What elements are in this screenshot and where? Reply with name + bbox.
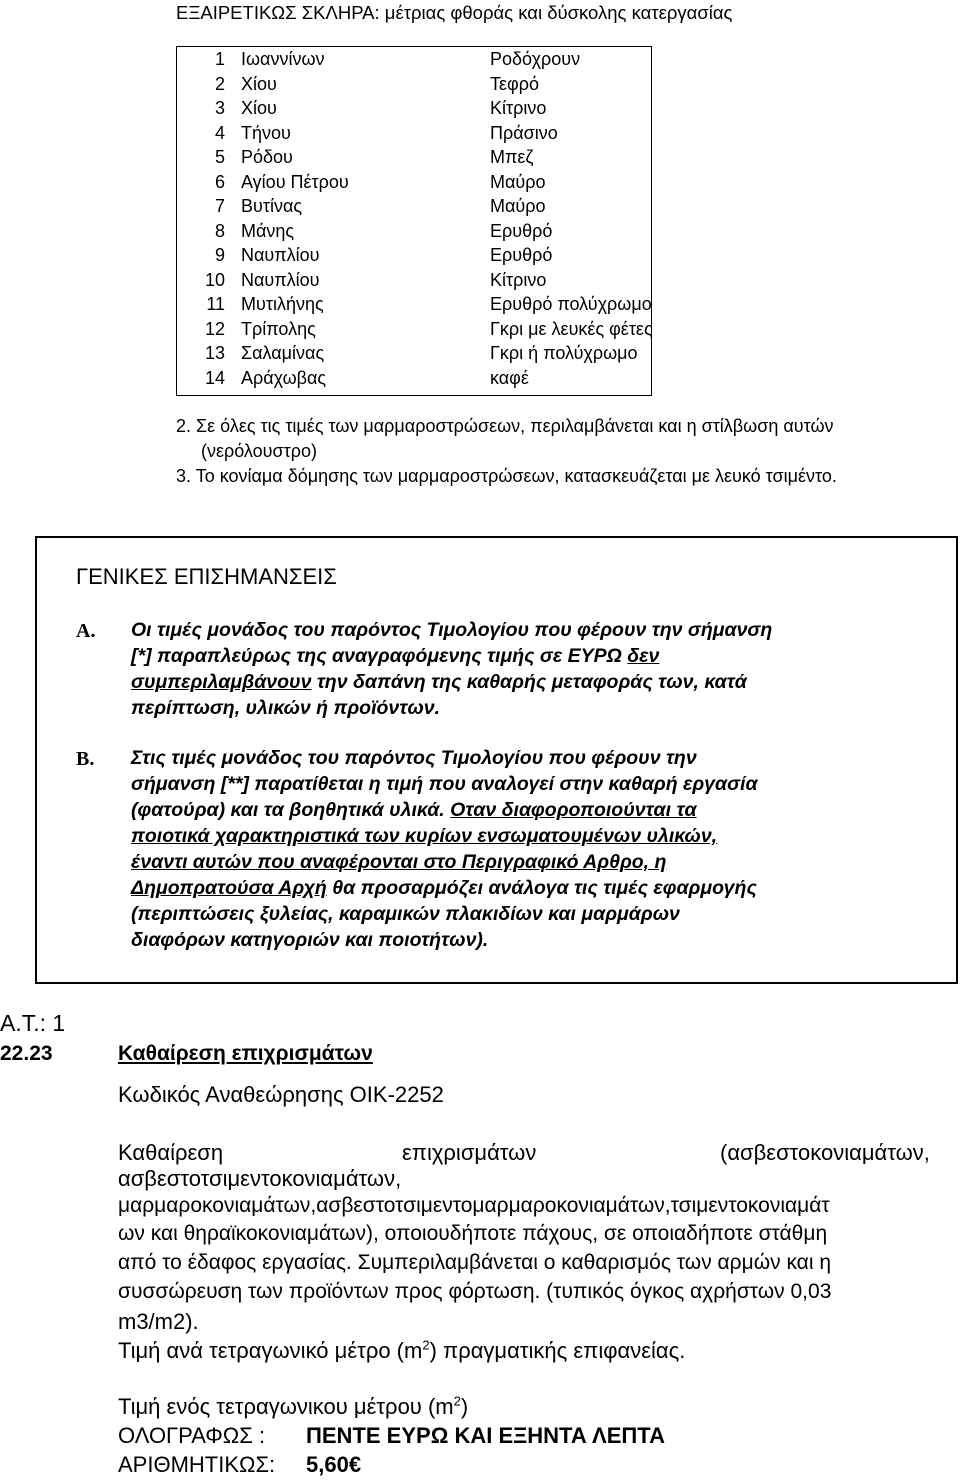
marble-origin: Αράχωβας <box>241 367 327 388</box>
row-number: 7 <box>214 196 225 216</box>
remark-a-line: Οι τιμές μονάδος του παρόντος Τιμολογίου που φέρουν την σήμανση <box>131 619 773 641</box>
row-number: 12 <box>204 318 225 339</box>
row-number: 3 <box>214 98 225 118</box>
article-number: 22.23 <box>0 1042 53 1065</box>
marble-origin: Χίου <box>241 98 277 118</box>
description-line: συσσώρευση των προϊόντων προς φόρτωση. (τυπικός όγκος αχρήστων 0,03 <box>118 1280 832 1303</box>
row-number: 11 <box>206 294 225 314</box>
marble-origin: Τρίπολης <box>241 318 316 339</box>
remark-b-line: ποιοτικά χαρακτηριστικά των κυρίων ενσωματουμένων υλικών, <box>131 825 718 847</box>
marble-color: Πράσινο <box>490 122 558 143</box>
description-line: ασβεστοτσιμεντοκονιαμάτων, <box>118 1166 402 1191</box>
description-line: επιχρισμάτων <box>402 1140 537 1165</box>
remark-a-label: Α. <box>76 620 96 642</box>
marble-origin: Σαλαμίνας <box>241 343 325 363</box>
marble-color: Μαύρο <box>490 171 546 192</box>
marble-origin: Ναυπλίου <box>241 269 320 290</box>
remark-b-line: διαφόρων κατηγοριών και ποιοτήτων). <box>131 929 489 951</box>
marble-origin: Ναυπλίου <box>241 245 320 265</box>
remark-a-line: συμπεριλαμβάνουν την δαπάνη της καθαρής μεταφοράς των, κατά <box>131 671 747 693</box>
description-line: ων και θηραϊκοκονιαμάτων), οποιουδήποτε πάχους, σε οποιαδήποτε στάθμη <box>118 1222 828 1245</box>
description-line: Καθαίρεση <box>118 1140 224 1165</box>
marble-origin: Μάνης <box>241 220 295 241</box>
row-number: 14 <box>204 367 225 388</box>
marble-color: Τεφρό <box>490 73 539 94</box>
row-number: 1 <box>214 49 225 69</box>
row-number: 10 <box>204 269 225 290</box>
remark-b-line: έναντι αυτών που αναφέρονται στο Περιγραφικό Αρθρο, η <box>131 851 667 873</box>
description-line: μαρμαροκονιαμάτων,ασβεστοτσιμεντομαρμαροκονιαμάτων,τσιμεντοκονιαμάτ <box>118 1194 830 1217</box>
remark-b-label: Β. <box>76 748 95 770</box>
note-2: 2. Σε όλες τις τιμές των μαρμαροστρώσεων, περιλαμβάνεται και η στίλβωση αυτών <box>176 416 834 436</box>
article-title: Καθαίρεση επιχρισμάτων <box>118 1042 373 1065</box>
marble-color: Ροδόχρουν <box>490 49 581 69</box>
row-number: 9 <box>214 245 225 265</box>
remark-a-line: περίπτωση, υλικών ή προϊόντων. <box>131 697 441 719</box>
marble-origin: Βυτίνας <box>241 196 303 216</box>
marble-color: Ερυθρό <box>490 220 553 241</box>
marble-color: Μπεζ <box>490 147 534 167</box>
note-2-continuation: (νερόλουστρο) <box>201 441 317 461</box>
remark-b-line: (περιπτώσεις ξυλείας, καραμικών πλακιδίων και μαρμάρων <box>131 903 680 925</box>
marble-origin: Χίου <box>241 73 277 94</box>
revision-code: Κωδικός Αναθεώρησης ΟΙΚ-2252 <box>118 1082 444 1107</box>
remark-b-line: (φατούρα) και τα βοηθητικά υλικά. Οταν διαφοροποιούνται τα <box>131 799 697 821</box>
marble-origin: Μυτιλήνης <box>241 294 324 314</box>
row-number: 2 <box>214 73 225 94</box>
marble-color: Ερυθρό πολύχρωμο <box>490 294 652 314</box>
marble-color: Ερυθρό <box>490 245 553 265</box>
marble-table <box>176 46 652 396</box>
remark-b-line: σήμανση [**] παρατίθεται η τιμή που αναλογεί στην καθαρή εργασία <box>131 773 758 795</box>
price-words-value: ΠΕΝΤΕ ΕΥΡΩ ΚΑΙ ΕΞΗΝΤΑ ΛΕΠΤΑ <box>306 1423 665 1448</box>
marble-color: Μαύρο <box>490 196 546 216</box>
description-line: (ασβεστοκονιαμάτων, <box>720 1140 930 1165</box>
price-digits-value: 5,60€ <box>306 1452 362 1477</box>
article-at: Α.Τ.: 1 <box>0 1010 66 1036</box>
description-line: m3/m2). <box>118 1309 199 1334</box>
row-number: 13 <box>204 343 225 363</box>
row-number: 6 <box>214 171 225 192</box>
section-heading: ΕΞΑΙΡΕΤΙΚΩΣ ΣΚΛΗΡΑ: μέτριας φθοράς και δύσκολης κατεργασίας <box>176 2 733 23</box>
marble-origin: Ρόδου <box>241 147 293 167</box>
marble-origin: Αγίου Πέτρου <box>241 171 349 192</box>
unit-line: Τιμή ανά τετραγωνικό μέτρο $(m^2)$ πραγματικής επιφανείας. <box>118 1337 686 1363</box>
note-3: 3. Το κονίαμα δόμησης των μαρμαροστρώσεων, κατασκευάζεται με λευκό τσιμέντο. <box>176 466 837 486</box>
marble-color: Γκρι με λευκές φέτες <box>490 318 653 339</box>
marble-color: Γκρι ή πολύχρωμο <box>490 343 638 363</box>
row-number: 5 <box>214 147 225 167</box>
description-line: από το έδαφος εργασίας. Συμπεριλαμβάνεται ο καθαρισμός των αρμών και η <box>118 1251 832 1274</box>
marble-color: Κίτρινο <box>490 269 547 290</box>
price-digits-label: ΑΡΙΘΜΗΤΙΚΩΣ: <box>118 1452 276 1477</box>
remark-a-line: [*] παραπλεύρως της αναγραφόμενης τιμής σε ΕΥΡΩ δεν <box>131 645 660 667</box>
remark-b-line: Στις τιμές μονάδος του παρόντος Τιμολογίου που φέρουν την <box>131 747 697 769</box>
row-number: 4 <box>214 122 225 143</box>
marble-origin: Τήνου <box>241 122 291 143</box>
marble-color: Κίτρινο <box>490 98 547 118</box>
price-words-label: ΟΛΟΓΡΑΦΩΣ : <box>118 1423 266 1448</box>
general-remarks-title: ΓΕΝΙΚΕΣ ΕΠΙΣΗΜΑΝΣΕΙΣ <box>76 564 337 589</box>
price-heading: Τιμή ενός τετραγωνικου μέτρου $(m^2)$ <box>118 1393 469 1419</box>
marble-origin: Ιωαννίνων <box>241 49 325 69</box>
row-number: 8 <box>214 220 225 241</box>
remark-b-line: Δημοπρατούσα Αρχή θα προσαρμόζει ανάλογα τις τιμές εφαρμογής <box>131 877 757 899</box>
marble-color: καφέ <box>490 367 529 388</box>
